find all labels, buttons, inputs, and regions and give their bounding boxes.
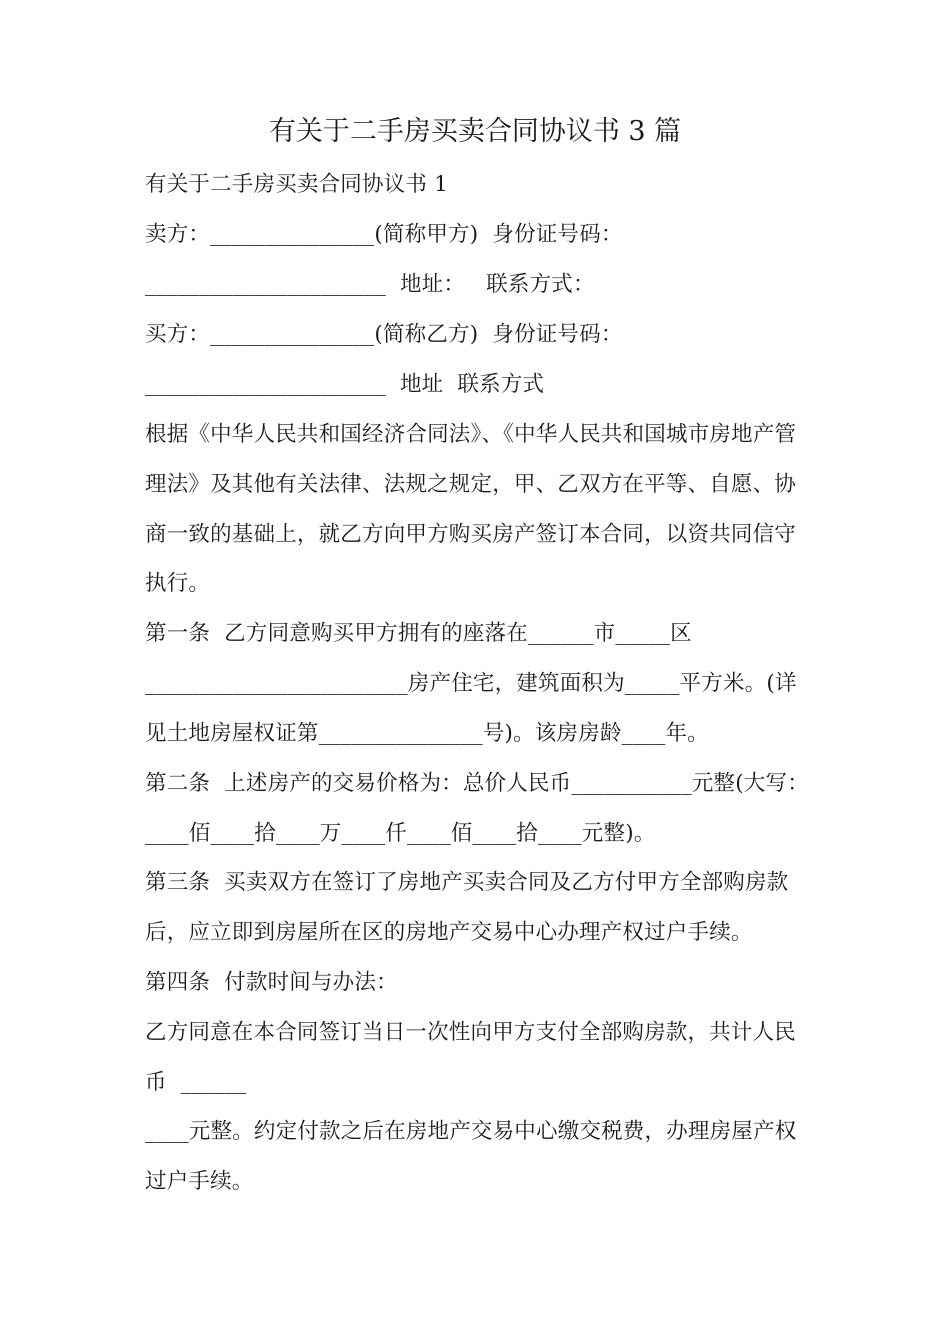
article-2-line: 第二条 上述房产的交易价格为：总价人民币___________元整(大写： bbox=[145, 771, 809, 796]
article-4-line: ____元整。约定付款之后在房地产交易中心缴交税费，办理房屋产权 bbox=[145, 1119, 797, 1144]
preamble-line: 理法》及其他有关法律、法规之规定，甲、乙双方在平等、自愿、协 bbox=[145, 472, 797, 497]
preamble-line: 根据《中华人民共和国经济合同法》、《中华人民共和国城市房地产管 bbox=[145, 422, 797, 447]
article-4-line: 乙方同意在本合同签订当日一次性向甲方支付全部购房款，共计人民 bbox=[145, 1020, 797, 1045]
article-4-line: 过户手续。 bbox=[145, 1169, 254, 1194]
article-1-line: ________________________房产住宅，建筑面积为_____平方米。(详 bbox=[145, 671, 797, 696]
article-3-line: 后，应立即到房屋所在区的房地产交易中心办理产权过户手续。 bbox=[145, 920, 753, 945]
article-1-line: 第一条 乙方同意购买甲方拥有的座落在______市_____区 bbox=[145, 621, 692, 646]
buyer-address-line: ______________________ 地址 联系方式 bbox=[145, 372, 545, 397]
buyer-line: 买方：_______________(简称乙方) 身份证号码： bbox=[145, 322, 623, 347]
article-2-line: ____佰____拾____万____仟____佰____拾____元整)。 bbox=[145, 821, 656, 846]
section-heading: 有关于二手房买卖合同协议书 1 bbox=[145, 172, 449, 197]
seller-line: 卖方：_______________(简称甲方) 身份证号码： bbox=[145, 222, 623, 247]
article-1-line: 见土地房屋权证第_______________号)。该房房龄____年。 bbox=[145, 721, 709, 746]
preamble-line: 执行。 bbox=[145, 571, 211, 596]
document-title: 有关于二手房买卖合同协议书 3 篇 bbox=[268, 116, 682, 147]
article-4-line: 第四条 付款时间与办法： bbox=[145, 970, 398, 995]
article-4-line: 币 ______ bbox=[145, 1070, 247, 1095]
preamble-line: 商一致的基础上，就乙方向甲方购买房产签订本合同，以资共同信守 bbox=[145, 522, 797, 547]
seller-address-line: ______________________ 地址： 联系方式： bbox=[145, 272, 595, 297]
article-3-line: 第三条 买卖双方在签订了房地产买卖合同及乙方付甲方全部购房款 bbox=[145, 870, 789, 895]
